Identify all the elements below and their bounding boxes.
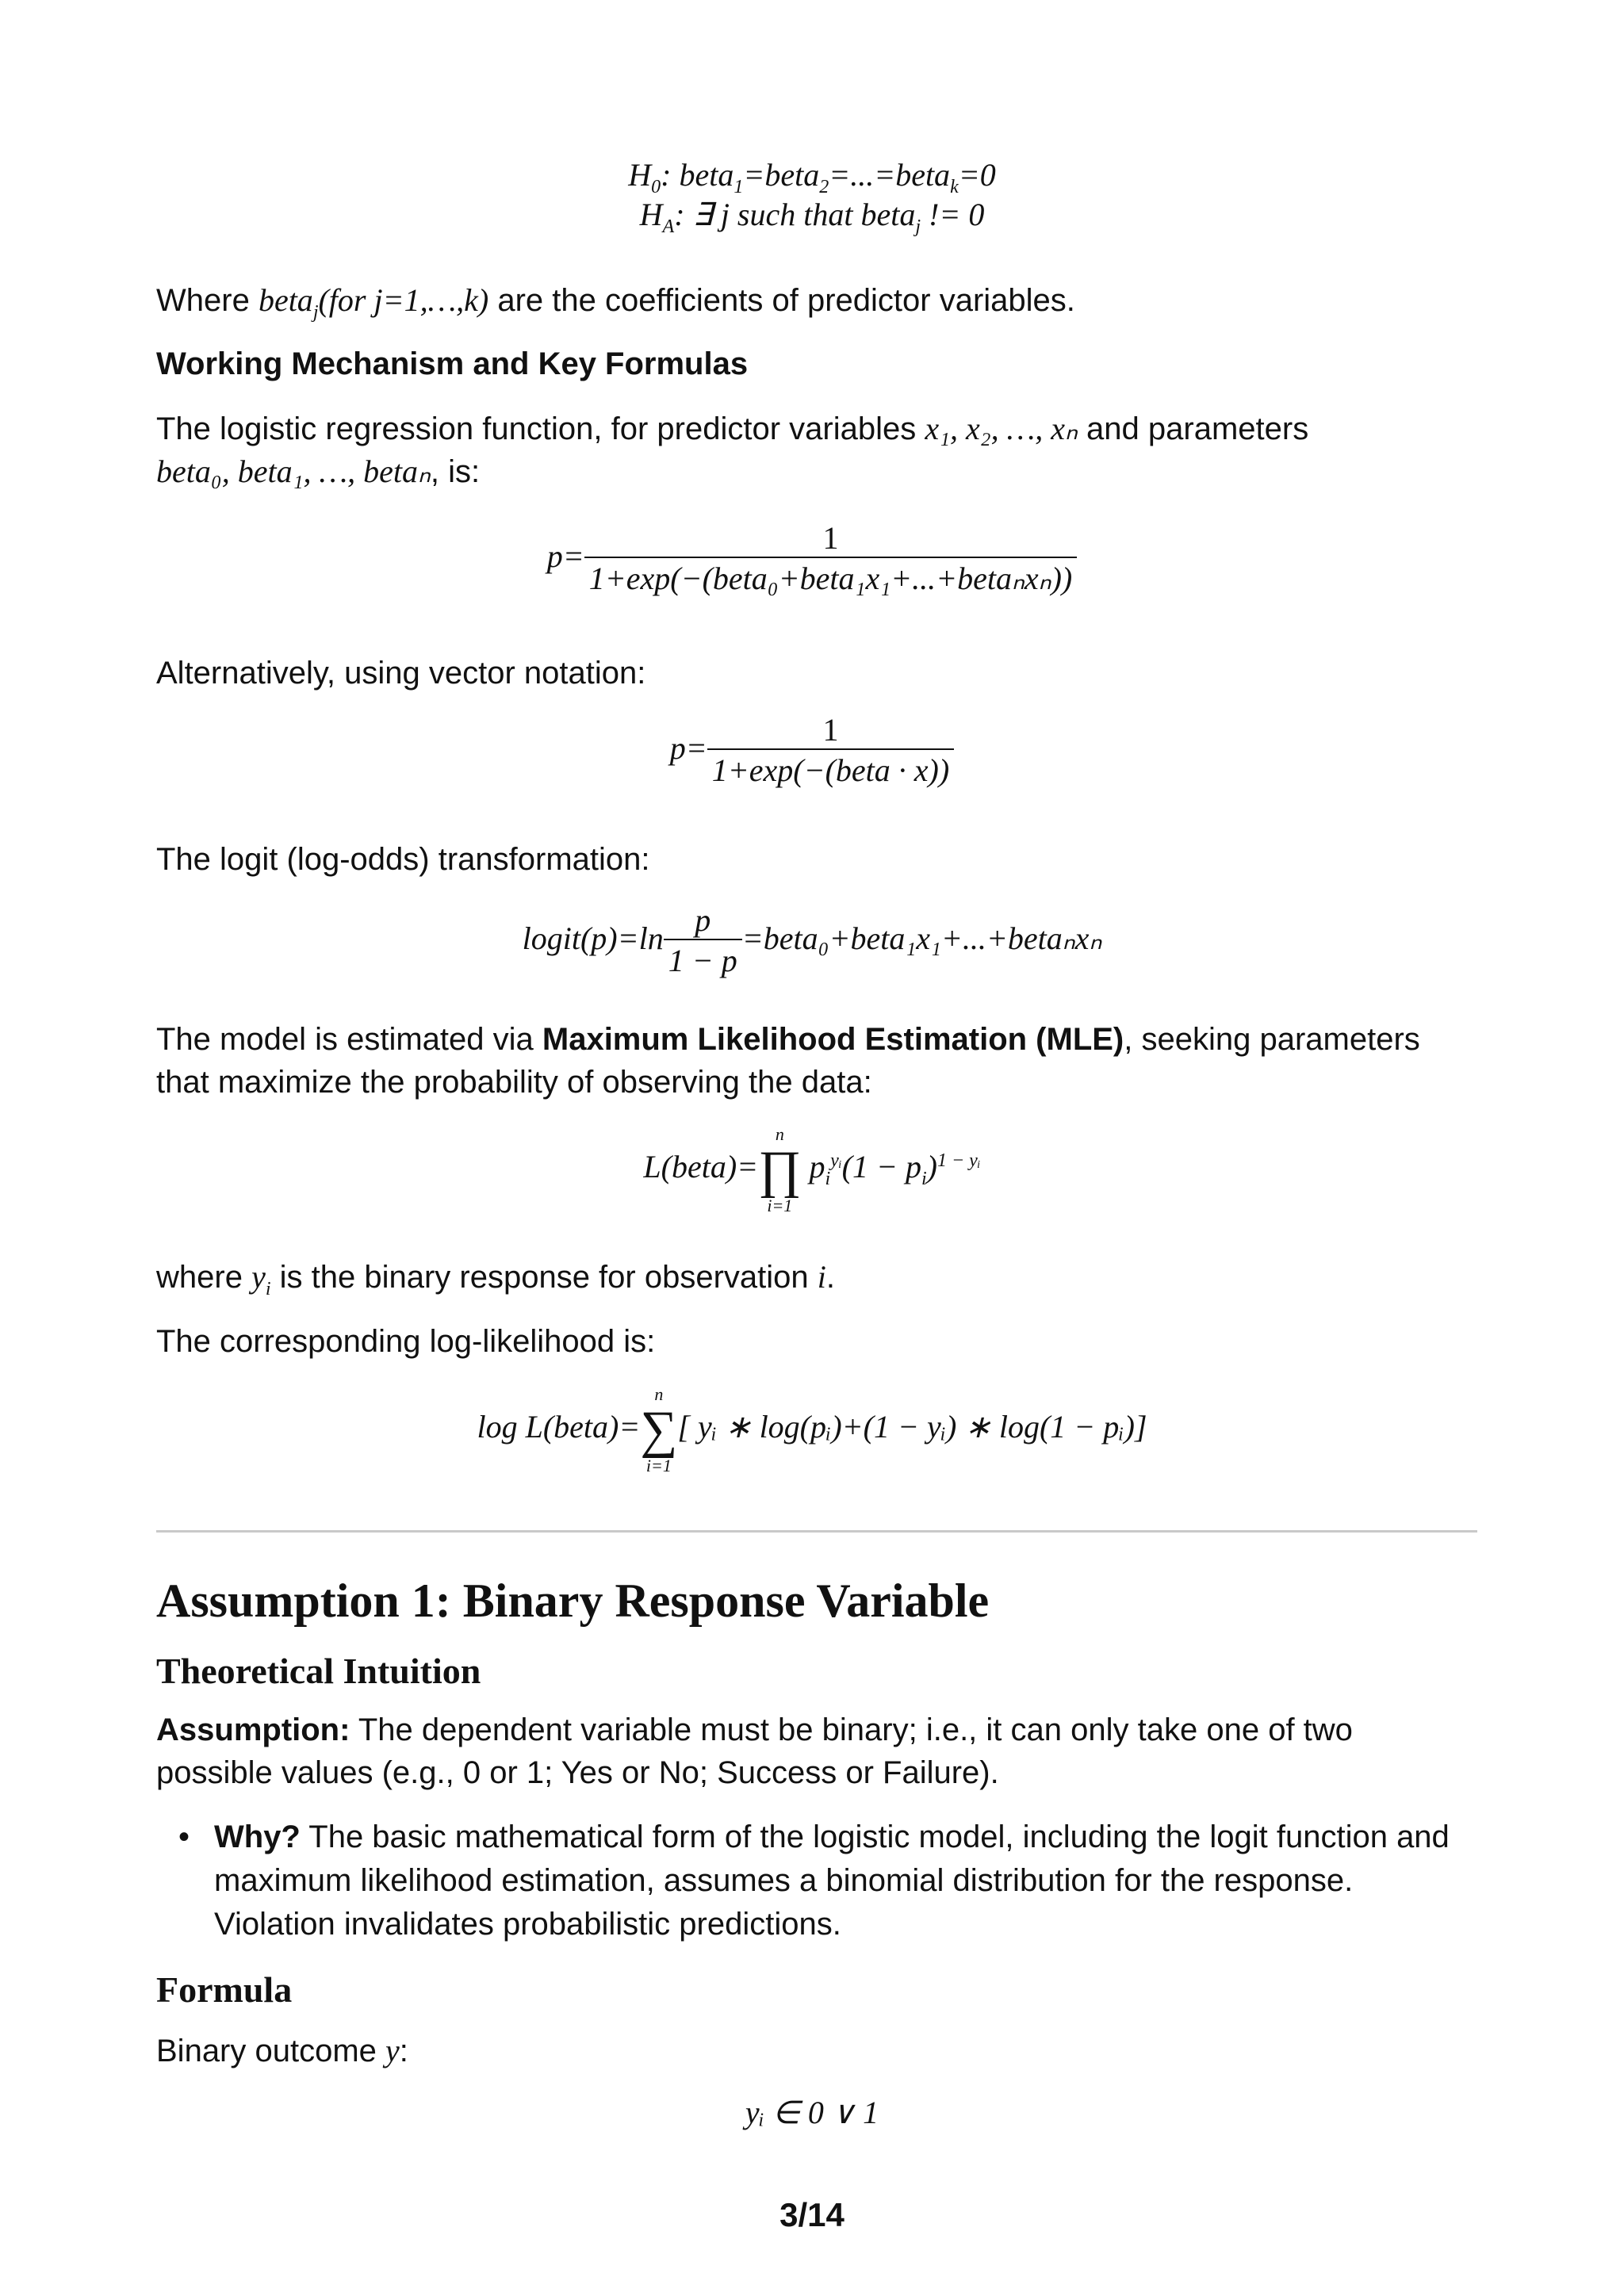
section-title: Assumption 1: Binary Response Variable (156, 1575, 990, 1627)
logit-equation: logit(p)=ln $\frac{p}{1 - p}$ =beta₀+beta₁x₁+...+betaₙxₙ (522, 902, 1102, 978)
loglikelihood-equation: log L(beta)= n ∑ i=1 [ yᵢ ∗ log(pᵢ)+(1 − yᵢ) ∗ log(1 − pᵢ)] (477, 1384, 1147, 1475)
binary-outcome-text: Binary outcome y: (156, 2033, 408, 2068)
logistic-equation: p= $\frac{1}{\text{1+exp(−(beta₀+beta₁x₁+...+betaₙxₙ))}}$ (0, 520, 1624, 599)
binary-equation: yᵢ ∈ 0 ∨ 1 (745, 2095, 879, 2130)
vector-notation-text: Alternatively, using vector notation: (156, 656, 646, 691)
coefficients-note: Where beta$_j$(for j=1,…,k) are the coefficients of predictor variables. (156, 282, 1075, 323)
mle-paragraph: The model is estimated via Maximum Likelihood Estimation (MLE), seeking parameters that maximize the probability of observing the data: (156, 1022, 1420, 1100)
formula-heading: Formula (156, 1969, 293, 2010)
page-number: 3/14 (779, 2196, 845, 2233)
assumption-paragraph: Assumption: The dependent variable must be binary; i.e., it can only take one of two possible values (e.g., 0 or 1; Yes or No; Success or Failure). (156, 1712, 1353, 1790)
response-note: where $y_i$ is the binary response for observation i. (156, 1259, 836, 1299)
intuition-heading: Theoretical Intuition (156, 1651, 481, 1691)
loglik-text: The corresponding log-likelihood is: (156, 1324, 656, 1359)
likelihood-equation: L(beta)= n ∏ i=1 $p_i^{yᵢ}(1 - p_i)^{1 - yᵢ}$ (643, 1124, 981, 1215)
logistic-intro: The logistic regression function, for predictor variables x₁, x₂, …, xₙ and parameters beta₀, beta₁, …, betaₙ, is: (156, 411, 1309, 489)
bullet-icon: • (178, 1820, 190, 1854)
null-hypothesis: $H_0$: beta$_1$=beta$_2$=...=beta$_k$=0 (628, 157, 996, 197)
section-divider (156, 1530, 1477, 1533)
vector-equation: p= $\frac{1}{\text{1+exp(−(beta · x))}}$ (0, 712, 1624, 791)
mechanism-heading: Working Mechanism and Key Formulas (156, 346, 749, 381)
alternative-hypothesis: $H_A$: ∃ j such that beta$_j$ != 0 (639, 197, 985, 237)
logit-text: The logit (log-odds) transformation: (156, 842, 650, 877)
why-bullet: • Why? The basic mathematical form of the logistic model, including the logit function and maximum likelihood estimation, assumes a binomial distribution for the response. Violation invalidates probabilistic predictions. (214, 1816, 1475, 1946)
